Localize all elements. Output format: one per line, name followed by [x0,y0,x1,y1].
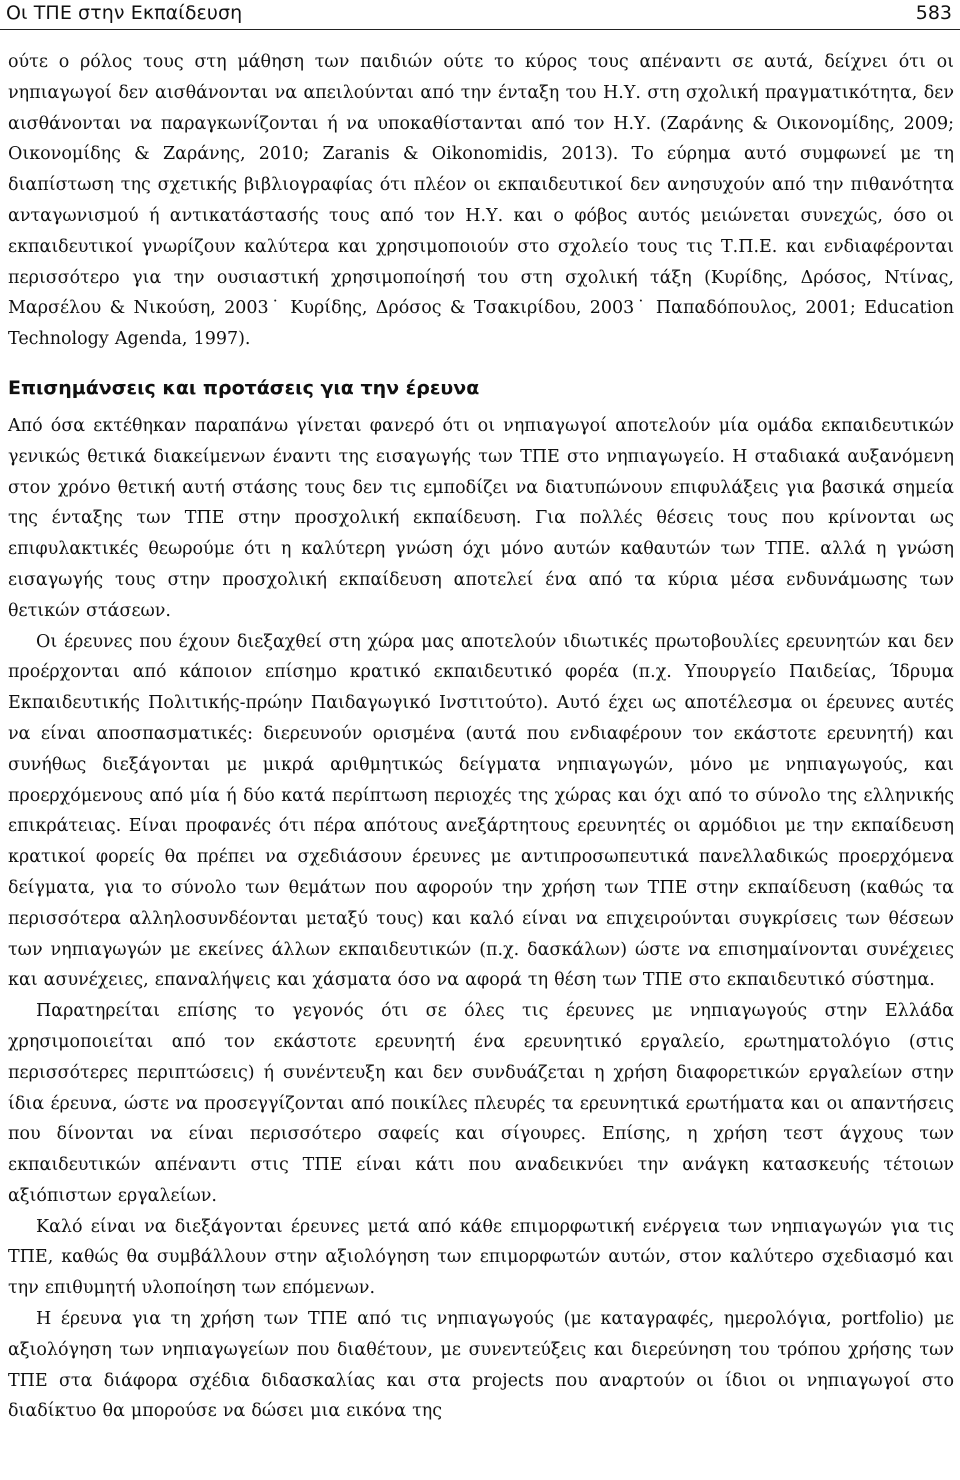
running-header [0,0,960,30]
page-body [8,47,954,1427]
paragraph: Η έρευνα για τη χρήση των ΤΠΕ από τις νηπιαγωγούς (με καταγραφές, ημερολόγια, portfolio) με αξιολόγηση των νηπιαγωγείων που διαθέτουν, με συνεντεύξεις και διερεύνηση του τρόπου χρήσης των ΤΠΕ στα διάφορα σχέδια διδασκαλίας και στα projects που αναρτούν οι ίδιοι οι νηπιαγωγοί στο διαδίκτυο θα μπορούσε να δώσει μια εικόνα της [8,1309,954,1422]
paragraph-continued: ούτε ο ρόλος τους στη μάθηση των παιδιών ούτε το κύρος τους απέναντι σε αυτά, δείχνει ότι οι νηπιαγωγοί δεν αισθάνονται να απειλούνται από την ένταξη του Η.Υ. στη σχολική πραγματικότητα, δεν αισθάνονται να παραγκωνίζονται ή να υποκαθίστανται από τον Η.Υ. (Ζαράνης & Οικονομίδης, 2009; Οικονομίδης & Ζαράνης, 2010; Zaranis & Oikonomidis, 2013). Το εύρημα αυτό συμφωνεί με τη διαπίστωση της σχετικής βιβλιογραφίας ότι πλέον οι εκπαιδευτικοί δεν ανησυχούν από την πιθανότητα ανταγωνισμού ή αντικατάστασής τους από τον Η.Υ. και ο φόβος αυτός μειώνεται συνεχώς, όσο οι εκπαιδευτικοί γνωρίζουν καλύτερα και χρησιμοποιούν στο σχολείο τους τις Τ.Π.Ε. και ενδιαφέρονται περισσότερο για την ουσιαστική χρησιμοποίησή του στη σχολική τάξη (Κυρίδης, Δρόσος, Ντίνας, Μαρσέλου & Νικούση, 2003˙ Κυρίδης, Δρόσος & Τσακιρίδου, 2003˙ Παπαδόπουλος, 2001; Education Technology Agenda, 1997). [8,52,954,350]
paragraph: Παρατηρείται επίσης το γεγονός ότι σε όλες τις έρευνες με νηπιαγωγούς στην Ελλάδα χρησιμοποιείται από τον εκάστοτε ερευνητή ένα ερευνητικό εργαλείο, ερωτηματολόγιο (στις περισσότερες περιπτώσεις) ή συνέντευξη και δεν συνδυάζεται η χρήση διαφορετικών εργαλείων στην ίδια έρευνα, ώστε να προσεγγίζονται από ποικίλες πλευρές τα ερευνητικά ερωτήματα και οι απαντήσεις που δίνονται να είναι περισσότερο σαφείς και σίγουρες. Επίσης, η χρήση τεστ άγχους των εκπαιδευτικών απέναντι στις ΤΠΕ είναι κάτι που αναδεικνύει την ανάγκη κατασκευής τέτοιων αξιόπιστων εργαλείων. [8,1001,954,1206]
paragraph: Καλό είναι να διεξάγονται έρευνες μετά από κάθε επιμορφωτική ενέργεια των νηπιαγωγών για τις ΤΠΕ, καθώς θα συμβάλλουν στην αξιολόγηση των επιμορφωτών αυτών, στον καλύτερο σχεδιασμό και την επιθυμητή υλοποίηση των επόμενων. [8,1216,954,1299]
section-heading: Επισημάνσεις και προτάσεις για την έρευνα [8,376,480,399]
paragraph: Οι έρευνες που έχουν διεξαχθεί στη χώρα μας αποτελούν ιδιωτικές πρωτοβουλίες ερευνητών και δεν προέρχονται από κάποιον επίσημο κρατικό εκπαιδευτικό φορέα (π.χ. Υπουργείο Παιδείας, Ίδρυμα Εκπαιδευτικής Πολιτικής-πρώην Παιδαγωγικό Ινστιτούτο). Αυτό έχει ως αποτέλεσμα οι έρευνες αυτές να είναι αποσπασματικές: διερευνούν ορισμένα (αυτά που ενδιαφέρουν τον εκάστοτε ερευνητή) και συνήθως διεξάγονται με μικρά αριθμητικώς δείγματα νηπιαγωγών, μόνο με νηπιαγωγούς, και προερχόμενους από μία ή δύο κατά περίπτωση περιοχές της χώρας και όχι από το σύνολο της ελληνικής επικράτειας. Είναι προφανές ότι πέρα απότους ανεξάρτητους ερευνητές οι αρμόδιοι με την εκπαίδευση κρατικοί φορείς θα πρέπει να σχεδιάσουν έρευνες με αντιπροσωπευτικά πανελλαδικώς προερχόμενα δείγματα, για το σύνολο των θεμάτων που αφορούν την χρήση των ΤΠΕ στην εκπαίδευση (καθώς τα περισσότερα αλληλοσυνδέονται μεταξύ τους) και καλό είναι να επιχειρούνται συγκρίσεις των θέσεων των νηπιαγωγών με εκείνες άλλων εκπαιδευτικών (π.χ. δασκάλων) ώστε να επισημαίνονται συνέχειες και ασυνέχειες, επαναλήψεις και χάσματα όσο να αφορά τη θέση των ΤΠΕ στο εκπαιδευτικό σύστημα. [8,631,954,991]
page-number: 583 [915,2,952,24]
paragraph: Από όσα εκτέθηκαν παραπάνω γίνεται φανερό ότι οι νηπιαγωγοί αποτελούν μία ομάδα εκπαιδευτικών γενικώς θετικά διακείμενων έναντι της εισαγωγής των ΤΠΕ στο νηπιαγωγείο. Η σταδιακά αυξανόμενη στον χρόνο θετική αυτή στάσης τους δεν τις εμποδίζει να διατυπώνουν επιφυλάξεις για βασικά σημεία της ένταξης των ΤΠΕ στην προσχολική εκπαίδευση. Για πολλές θέσεις τους που κρίνονται ως επιφυλακτικές θεωρούμε ότι η καλύτερη γνώση όχι μόνο αυτών καθαυτών των ΤΠΕ. αλλά η γνώση εισαγωγής τους στην προσχολική εκπαίδευση αποτελεί ένα από τα κύρια μέσα ενδυνάμωσης των θετικών στάσεων. [8,415,954,621]
running-header-title: Οι ΤΠΕ στην Εκπαίδευση [6,2,243,24]
